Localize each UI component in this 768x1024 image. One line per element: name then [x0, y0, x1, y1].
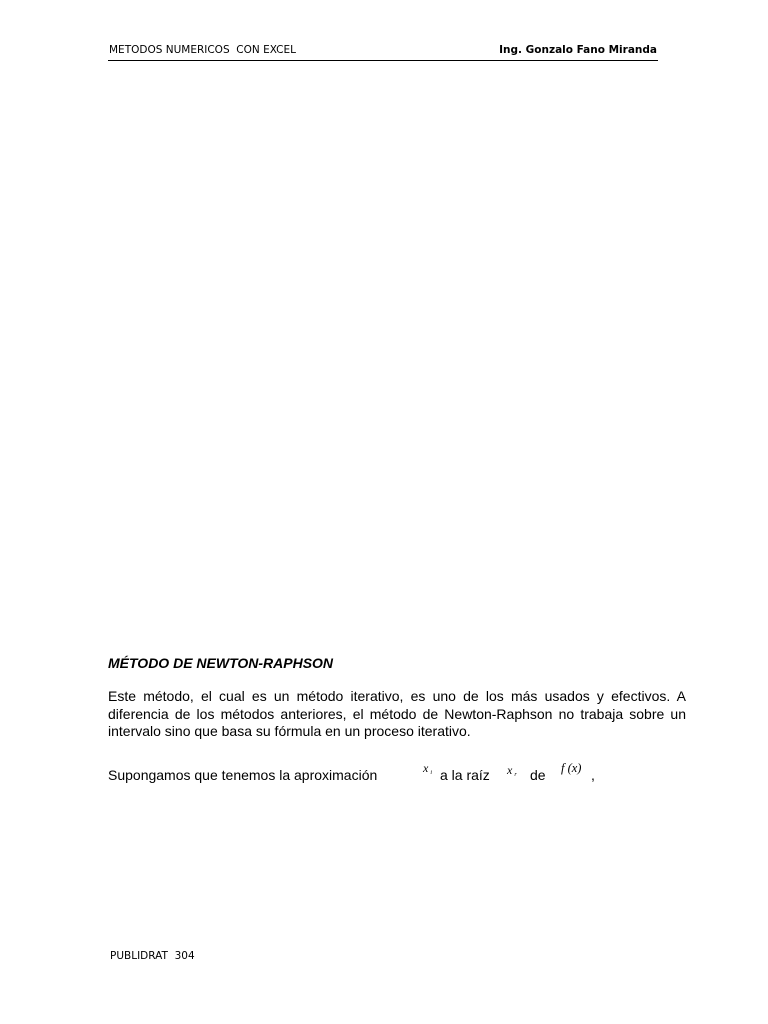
intro-paragraph: Este método, el cual es un método iterativo, es uno de los más usados y efectivos. A diferencia de los métodos anteriores, el método de Newton-Raphson no trabaja sobre un intervalo sino que basa su fórmula en un proceso iterativo.: [108, 688, 686, 739]
sentence-part-2: a la raíz: [440, 767, 490, 783]
section-title: MÉTODO DE NEWTON-RAPHSON: [108, 655, 334, 671]
sentence-part-3: de: [530, 767, 546, 783]
header-course-title: METODOS NUMERICOS CON EXCEL: [109, 44, 296, 56]
math-xr: x $_r$: [507, 763, 517, 778]
sentence-part-4: ,: [591, 767, 595, 783]
page-header: [108, 44, 658, 61]
math-xi: x $_i$: [423, 761, 432, 776]
page-footer: PUBLIDRAT 304: [110, 950, 195, 962]
header-author: Ing. Gonzalo Fano Miranda: [499, 44, 657, 56]
sentence-part-1: Supongamos que tenemos la aproximación: [108, 767, 378, 783]
math-fx: f (x): [561, 761, 582, 775]
